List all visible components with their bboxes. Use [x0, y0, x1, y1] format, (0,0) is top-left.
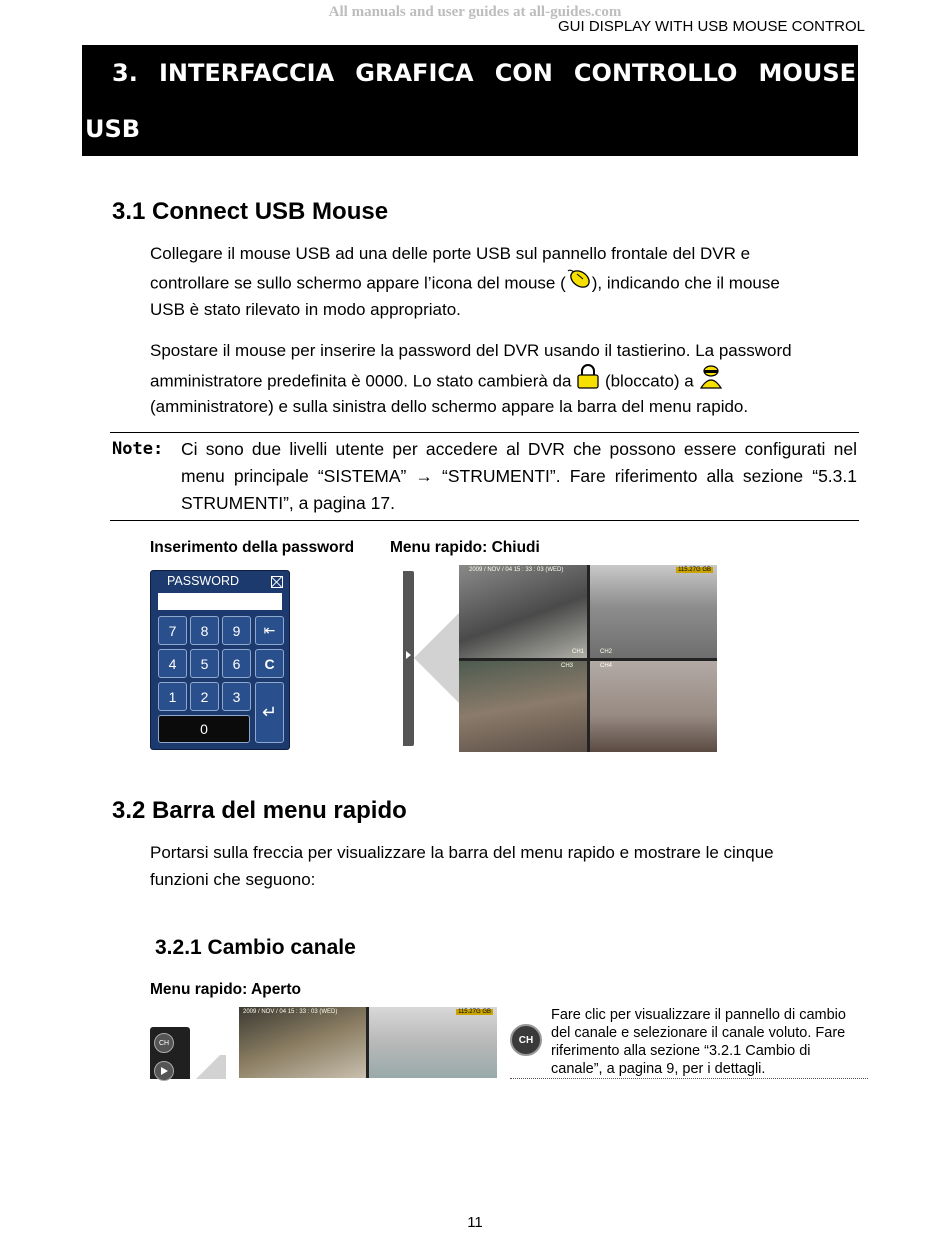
section-3-2-1-title: 3.2.1 Cambio canale — [155, 936, 356, 959]
key-3[interactable]: 3 — [222, 682, 251, 711]
chapter-title-line2: USB — [85, 115, 141, 143]
date-time-overlay: 2009 / NOV / 04 15 : 33 : 03 (WED) — [243, 1009, 338, 1015]
caption-menu-closed: Menu rapido: Chiudi — [390, 539, 540, 556]
key-7[interactable]: 7 — [158, 616, 187, 645]
chapter-word: CON — [494, 59, 553, 87]
text-line: Collegare il mouse USB ad una delle porte USB sul pannello frontale del DVR e — [150, 244, 751, 263]
channel-label: CH4 — [600, 663, 613, 669]
note-label: Note: — [112, 439, 164, 459]
chapter-word: INTERFACCIA — [158, 59, 335, 87]
text-line: Fare clic per visualizzare il pannello di cambio — [551, 1007, 846, 1023]
dvr-screen-grid — [459, 565, 717, 752]
text-line: del canale e selezionare il canale voluto. Fare — [551, 1025, 846, 1041]
note-top-rule — [110, 432, 859, 433]
key-1[interactable]: 1 — [158, 682, 187, 711]
channel-label: CH2 — [600, 649, 613, 655]
camera-view-ch3 — [459, 661, 587, 752]
watermark: All manuals and user guides at all-guides.com — [328, 4, 622, 20]
text-line: USB è stato rilevato in modo appropriato. — [150, 300, 461, 319]
channel-label: CH1 — [571, 649, 584, 655]
expand-arrow-icon[interactable] — [406, 651, 411, 659]
mouse-icon — [566, 267, 592, 301]
text-line: canale”, a pagina 9, per i dettagli. — [551, 1061, 766, 1077]
section-3-1-title: 3.1 Connect USB Mouse — [112, 198, 389, 225]
camera-view-ch2 — [590, 565, 717, 658]
key-9[interactable]: 9 — [222, 616, 251, 645]
close-icon[interactable] — [271, 576, 283, 588]
section-3-1-paragraph-2 — [150, 337, 860, 420]
password-title: PASSWORD — [167, 574, 239, 588]
text-span: ), indicando che il mouse — [591, 273, 780, 293]
camera-view-ch4 — [590, 661, 717, 752]
channel-switch-icon: CH — [510, 1024, 542, 1056]
page-number: 11 — [467, 1214, 483, 1231]
running-head: GUI DISPLAY WITH USB MOUSE CONTROL — [558, 18, 865, 35]
play-button[interactable] — [154, 1061, 174, 1081]
text-line: funzioni che seguono: — [150, 870, 316, 889]
password-field[interactable] — [158, 593, 282, 610]
key-6[interactable]: 6 — [222, 649, 251, 678]
chapter-word: GRAFICA — [355, 59, 474, 87]
channel-label: CH3 — [560, 663, 573, 669]
chapter-word: 3. — [112, 59, 138, 87]
hdd-overlay: 115.27G GB — [458, 1009, 491, 1015]
key-4[interactable]: 4 — [158, 649, 187, 678]
section-3-2-title: 3.2 Barra del menu rapido — [112, 797, 407, 824]
quick-menu-bar-open — [150, 1027, 190, 1079]
text-span: controllare se sullo schermo appare l’icona del mouse ( — [150, 273, 566, 293]
camera-view-ch1 — [459, 565, 587, 658]
section-3-2-paragraph — [150, 839, 860, 893]
text-span: (bloccato) a — [604, 371, 694, 391]
text-line: (amministratore) e sulla sinistra dello schermo appare la barra del menu rapido. — [150, 397, 749, 416]
caption-menu-open: Menu rapido: Aperto — [150, 981, 301, 998]
dvr-screen-strip — [239, 1007, 497, 1078]
text-line — [150, 267, 860, 296]
chapter-banner — [82, 45, 858, 156]
camera-view-ward — [369, 1007, 497, 1078]
caption-password: Inserimento della password — [150, 539, 355, 556]
note-bottom-rule — [110, 520, 859, 521]
callout-wedge — [196, 1055, 226, 1079]
section-3-1-paragraph-1 — [150, 240, 860, 323]
text-line: Spostare il mouse per inserire la password del DVR usando il tastierino. La password — [150, 341, 792, 360]
text-line — [150, 364, 860, 393]
chapter-word: MOUSE — [758, 59, 856, 87]
text-line: Portarsi sulla freccia per visualizzare la barra del menu rapido e mostrare le cinque — [150, 843, 774, 862]
key-0[interactable]: 0 — [158, 715, 250, 743]
chapter-title-line1 — [112, 59, 856, 87]
camera-view-meeting — [239, 1007, 366, 1078]
channel-switch-button[interactable]: CH — [154, 1033, 174, 1053]
date-time-overlay: 2009 / NOV / 04 15 : 33 : 03 (WED) — [469, 567, 564, 573]
table-divider — [510, 1078, 868, 1079]
key-2[interactable]: 2 — [190, 682, 219, 711]
hdd-overlay: 115.27G GB — [678, 567, 711, 573]
quick-menu-bar-closed[interactable] — [403, 571, 414, 746]
password-keypad — [150, 570, 290, 750]
key-8[interactable]: 8 — [190, 616, 219, 645]
enter-key[interactable]: ↵ — [255, 682, 284, 743]
clear-key[interactable]: C — [255, 649, 284, 678]
callout-wedge — [414, 612, 460, 704]
text-line: riferimento alla sezione “3.2.1 Cambio di — [551, 1043, 811, 1059]
text-span: amministratore predefinita è 0000. Lo stato cambierà da — [150, 371, 572, 391]
note-text: Ci sono due livelli utente per accedere al DVR che possono essere configurati nel menu principale “SISTEMA” → “STRUMENTI”. Fare riferimento alla sezione “5.3.1 STRUMENTI”, a pagina 17. — [181, 439, 857, 513]
channel-switch-description — [551, 1006, 869, 1078]
backspace-key[interactable]: ⇤ — [255, 616, 284, 645]
key-5[interactable]: 5 — [190, 649, 219, 678]
chapter-word: CONTROLLO — [573, 59, 738, 87]
